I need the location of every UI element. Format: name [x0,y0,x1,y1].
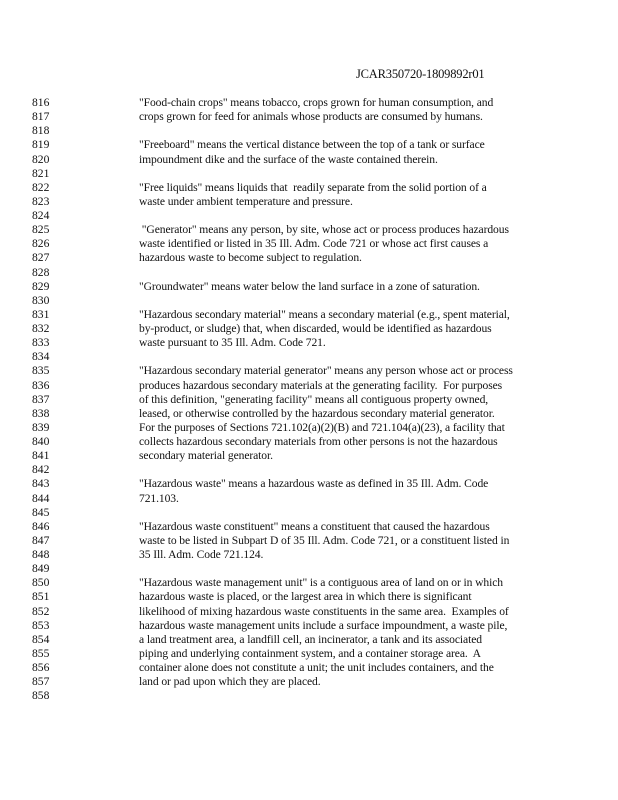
line-text: impoundment dike and the surface of the waste contained therein. [139,152,438,166]
document-line [0,280,618,294]
line-number: 832 [32,322,50,335]
line-number: 838 [32,406,50,420]
line-number: 821 [32,166,50,180]
document-line [0,110,618,124]
document-line [0,181,618,195]
line-text: waste to be listed in Subpart D of 35 Ill. Adm. Code 721, or a constituent listed in [139,533,510,547]
line-number: 844 [32,491,50,505]
line-number: 828 [32,265,50,279]
line-number: 856 [32,661,50,674]
line-number: 837 [32,392,50,406]
line-number: 855 [32,646,50,660]
line-text: of this definition, "generating facility" means all contiguous property owned, [139,392,489,406]
document-line [0,138,618,152]
line-text: For the purposes of Sections 721.102(a)(2)(B) and 721.104(a)(23), a facility that [139,420,505,434]
line-text: waste pursuant to 35 Ill. Adm. Code 721. [139,336,326,350]
line-text: leased, or otherwise controlled by the hazardous secondary material generator. [139,406,495,420]
document-line [0,506,618,520]
line-number: 829 [32,279,50,293]
line-number: 851 [32,590,50,604]
line-number: 834 [32,350,50,364]
document-line [0,463,618,477]
line-text: "Hazardous waste" means a hazardous waste as defined in 35 Ill. Adm. Code [139,477,489,491]
line-number: 853 [32,618,50,632]
document-line [0,308,618,322]
line-text: secondary material generator. [139,449,273,463]
line-number: 817 [32,110,50,124]
document-line [0,675,618,689]
line-text: "Hazardous secondary material" means a secondary material (e.g., spent material, [139,307,510,321]
line-number: 836 [32,378,50,392]
line-text: "Hazardous waste constituent" means a constituent that caused the hazardous [139,519,490,533]
line-text: "Groundwater" means water below the land surface in a zone of saturation. [139,279,480,293]
line-number: 825 [32,223,50,237]
line-number: 827 [32,251,50,265]
document-line [0,294,618,308]
line-number: 842 [32,463,50,477]
document-line [0,251,618,265]
line-number: 824 [32,209,50,222]
document-line [0,209,618,223]
line-number: 847 [32,533,50,547]
line-number: 848 [32,548,50,561]
document-line [0,520,618,534]
document-line [0,647,618,661]
line-number: 845 [32,505,50,519]
line-text: "Hazardous waste management unit" is a contiguous area of land on or in which [139,576,503,590]
line-number: 849 [32,562,50,576]
document-line [0,605,618,619]
line-text: "Hazardous secondary material generator" means any person whose act or process [139,364,513,378]
document-line [0,590,618,604]
line-number: 852 [32,604,50,618]
line-number: 820 [32,152,50,166]
document-line [0,421,618,435]
document-line [0,534,618,548]
document-line [0,266,618,280]
line-text: a land treatment area, a landfill cell, an incinerator, a tank and its associated [139,632,482,646]
line-text: hazardous waste is placed, or the largest area in which there is significant [139,590,472,604]
line-number: 819 [32,138,50,152]
numbered-text-body [0,96,618,703]
line-text: crops grown for feed for animals whose products are consumed by humans. [139,110,483,124]
line-text: produces hazardous secondary materials at the generating facility. For purposes [139,378,503,392]
document-line [0,548,618,562]
line-number: 833 [32,336,50,350]
line-text: "Food-chain crops" means tobacco, crops grown for human consumption, and [139,96,494,109]
line-number: 826 [32,237,50,251]
document-line [0,477,618,491]
line-number: 857 [32,675,50,689]
line-text: land or pad upon which they are placed. [139,675,321,689]
line-text: "Free liquids" means liquids that readily separate from the solid portion of a [139,180,487,194]
line-text: waste under ambient temperature and pressure. [139,194,353,208]
document-line [0,237,618,251]
document-line [0,633,618,647]
document-line [0,689,618,703]
document-line [0,96,618,110]
line-text: piping and underlying containment system, and a container storage area. A [139,646,481,660]
document-line [0,379,618,393]
document-line [0,153,618,167]
line-number: 831 [32,307,50,321]
line-text: by-product, or sludge) that, when discarded, would be identified as hazardous [139,322,492,335]
document-line [0,322,618,336]
document-line [0,661,618,675]
line-text: hazardous waste to become subject to regulation. [139,251,362,265]
document-line [0,562,618,576]
line-number: 830 [32,293,50,307]
document-line [0,364,618,378]
line-number: 840 [32,435,50,448]
line-text: "Generator" means any person, by site, whose act or process produces hazardous [139,223,509,237]
line-number: 858 [32,689,50,703]
document-line [0,576,618,590]
line-text: hazardous waste management units include a surface impoundment, a waste pile, [139,618,508,632]
line-text: waste identified or listed in 35 Ill. Adm. Code 721 or whose act first causes a [139,237,489,251]
line-number: 841 [32,449,50,463]
document-line [0,124,618,138]
document-line [0,393,618,407]
line-text: 721.103. [139,491,179,505]
document-line [0,336,618,350]
document-line [0,407,618,421]
line-number: 839 [32,420,50,434]
document-line [0,619,618,633]
line-number: 835 [32,364,50,378]
document-line [0,435,618,449]
line-text: likelihood of mixing hazardous waste constituents in the same area. Examples of [139,604,509,618]
line-number: 854 [32,632,50,646]
document-line [0,449,618,463]
line-number: 816 [32,96,50,109]
line-number: 850 [32,576,50,590]
line-number: 846 [32,519,50,533]
line-text: collects hazardous secondary materials from other persons is not the hazardous [139,435,498,448]
document-line [0,350,618,364]
document-id-header: JCAR350720-1809892r01 [356,67,485,81]
line-text: 35 Ill. Adm. Code 721.124. [139,548,264,561]
document-line [0,492,618,506]
line-text: container alone does not constitute a unit; the unit includes containers, and the [139,661,494,674]
line-number: 818 [32,124,50,138]
document-line [0,167,618,181]
document-line [0,195,618,209]
line-number: 822 [32,180,50,194]
document-line [0,223,618,237]
line-number: 843 [32,477,50,491]
line-number: 823 [32,194,50,208]
line-text: "Freeboard" means the vertical distance between the top of a tank or surface [139,138,485,152]
